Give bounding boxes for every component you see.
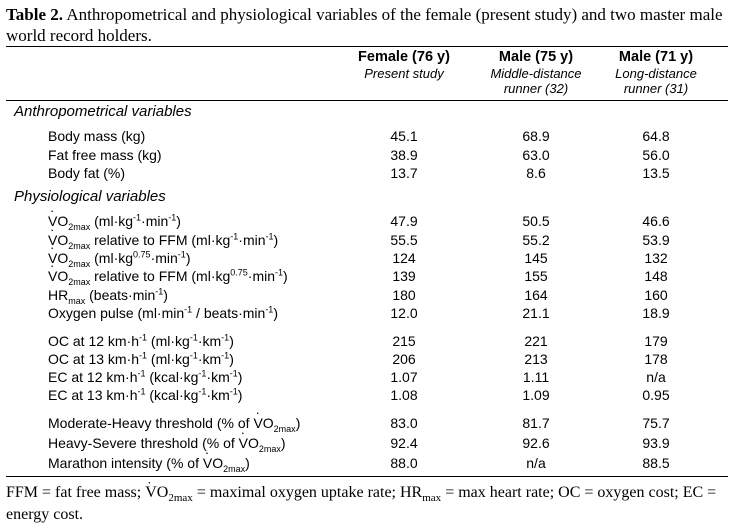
table-row xyxy=(6,414,728,432)
table-row xyxy=(6,146,728,164)
table-row xyxy=(6,164,728,182)
table-row xyxy=(6,434,728,452)
cell-value: 47.9 xyxy=(390,213,418,229)
row-label: Body fat (%) xyxy=(48,165,126,181)
cell-value: 53.9 xyxy=(642,232,670,248)
top-rule xyxy=(6,46,728,47)
cell-value: 148 xyxy=(644,268,668,284)
table-row xyxy=(6,267,728,285)
table-footnote: FFM = fat free mass; · $VO_{2max}$ = maximal oxygen uptake rate; $HR_{max} = \max$ heart rate; OC = oxygen cost; EC = energy cost. xyxy=(6,482,728,526)
column-header-male-75 xyxy=(476,48,596,96)
cell-value: 124 xyxy=(392,250,416,266)
cell-value: 178 xyxy=(644,351,668,367)
table-row xyxy=(6,332,728,350)
cell-value: 38.9 xyxy=(390,147,418,163)
row-label: OC at 12 $km\cdot h^{-1}$ $(ml\cdot kg^{-1}\cdot km^{-1})$ xyxy=(48,332,234,349)
cell-value: 1.11 xyxy=(522,369,550,385)
cell-value: 75.7 xyxy=(642,415,670,431)
table-row xyxy=(6,454,728,472)
cell-value: 180 xyxy=(392,287,416,303)
cell-value: 13.5 xyxy=(642,165,670,181)
cell-value: 12.0 xyxy=(390,305,418,321)
row-label: Fat free mass (kg) xyxy=(48,147,162,163)
cell-value: 88.5 xyxy=(642,455,670,471)
cell-value: 55.2 xyxy=(522,232,550,248)
section-anthropometrical: Anthropometrical variables xyxy=(14,103,192,120)
row-label: Heavy-Severe threshold (% of · $VO_{2max}$) xyxy=(48,434,286,452)
cell-value: 1.07 xyxy=(390,369,418,385)
cell-value: 88.0 xyxy=(390,455,418,471)
cell-value: 45.1 xyxy=(390,128,418,144)
cell-value: 63.0 xyxy=(522,147,550,163)
cell-value: 83.0 xyxy=(390,415,418,431)
column-subtitle: Middle-distance runner (32) xyxy=(490,66,582,96)
cell-value: 0.95 xyxy=(642,387,670,403)
section-physiological: Physiological variables xyxy=(14,188,166,205)
row-label: EC at 12 $km\cdot h^{-1}$ $(kcal\cdot kg^{-1}\cdot km^{-1})$ xyxy=(48,368,243,385)
cell-value: 215 xyxy=(392,333,416,349)
column-title: Male (75 y) xyxy=(498,49,574,65)
table-caption xyxy=(6,4,728,46)
cell-value: 213 xyxy=(524,351,548,367)
cell-value: 56.0 xyxy=(642,147,670,163)
cell-value: 93.9 xyxy=(642,435,670,451)
cell-value: 50.5 xyxy=(522,213,550,229)
cell-value: n/a xyxy=(646,369,666,385)
table-row xyxy=(6,304,728,322)
row-label: OC at 13 $km\cdot h^{-1}$ $(ml\cdot kg^{-1}\cdot km^{-1})$ xyxy=(48,350,234,367)
cell-value: 46.6 xyxy=(642,213,670,229)
row-label: Marathon intensity (% of · $VO_{2max}$) xyxy=(48,454,250,472)
row-label: $HR_{max}$ $(beats\cdot\min^{-1})$ xyxy=(48,286,168,306)
cell-value: 221 xyxy=(524,333,548,349)
cell-value: 8.6 xyxy=(526,165,546,181)
header-rule xyxy=(6,100,728,101)
column-subtitle: Present study xyxy=(364,66,444,81)
cell-value: 160 xyxy=(644,287,668,303)
cell-value: 92.4 xyxy=(390,435,418,451)
table-title: Anthropometrical and physiological variables of the female (present study) and two master male world record holders. xyxy=(6,5,723,45)
row-label: · $VO_{2max}$ $(ml\cdot kg^{0.75}\cdot\min^{-1})$ xyxy=(48,249,190,267)
row-label: EC at 13 $km\cdot h^{-1}$ $(kcal\cdot kg^{-1}\cdot km^{-1})$ xyxy=(48,386,243,403)
row-label: Moderate-Heavy threshold (% of · $VO_{2max}$) xyxy=(48,414,300,432)
cell-value: 92.6 xyxy=(522,435,550,451)
table-row xyxy=(6,249,728,267)
cell-value: 1.09 xyxy=(522,387,550,403)
table-row xyxy=(6,350,728,368)
row-label: Body mass (kg) xyxy=(48,128,146,144)
cell-value: 179 xyxy=(644,333,668,349)
column-header-female xyxy=(344,48,464,81)
cell-value: 13.7 xyxy=(390,165,418,181)
row-label: · $VO_{2max}$ relative to FFM $(ml\cdot kg^{-1}\cdot\min^{-1})$ xyxy=(48,231,278,249)
table-row xyxy=(6,286,728,304)
column-subtitle: Long-distance runner (31) xyxy=(615,66,697,96)
cell-value: n/a xyxy=(526,455,546,471)
row-label: Oxygen pulse ($ml\cdot\min^{-1}$ / $beats\cdot\min^{-1}$) xyxy=(48,304,278,321)
cell-value: 1.08 xyxy=(390,387,418,403)
bottom-rule xyxy=(6,476,728,477)
row-label: · $VO_{2max}$ $(ml\cdot kg^{-1}\cdot\min^{-1})$ xyxy=(48,212,181,230)
column-header-male-71 xyxy=(596,48,716,96)
cell-value: 21.1 xyxy=(522,305,550,321)
cell-value: 55.5 xyxy=(390,232,418,248)
row-label: · $VO_{2max}$ relative to FFM $(ml\cdot kg^{0.75}\cdot\min^{-1})$ xyxy=(48,267,288,285)
cell-value: 81.7 xyxy=(522,415,550,431)
table-row xyxy=(6,386,728,404)
cell-value: 64.8 xyxy=(642,128,670,144)
table-row xyxy=(6,231,728,249)
cell-value: 132 xyxy=(644,250,668,266)
cell-value: 68.9 xyxy=(522,128,550,144)
table-row xyxy=(6,368,728,386)
cell-value: 139 xyxy=(392,268,416,284)
cell-value: 155 xyxy=(524,268,548,284)
table-row xyxy=(6,212,728,230)
cell-value: 145 xyxy=(524,250,548,266)
cell-value: 206 xyxy=(392,351,416,367)
table-row xyxy=(6,127,728,145)
table-label: Table 2. xyxy=(6,5,64,24)
cell-value: 164 xyxy=(524,287,548,303)
column-title: Female (76 y) xyxy=(358,49,450,65)
cell-value: 18.9 xyxy=(642,305,670,321)
column-title: Male (71 y) xyxy=(618,49,694,65)
